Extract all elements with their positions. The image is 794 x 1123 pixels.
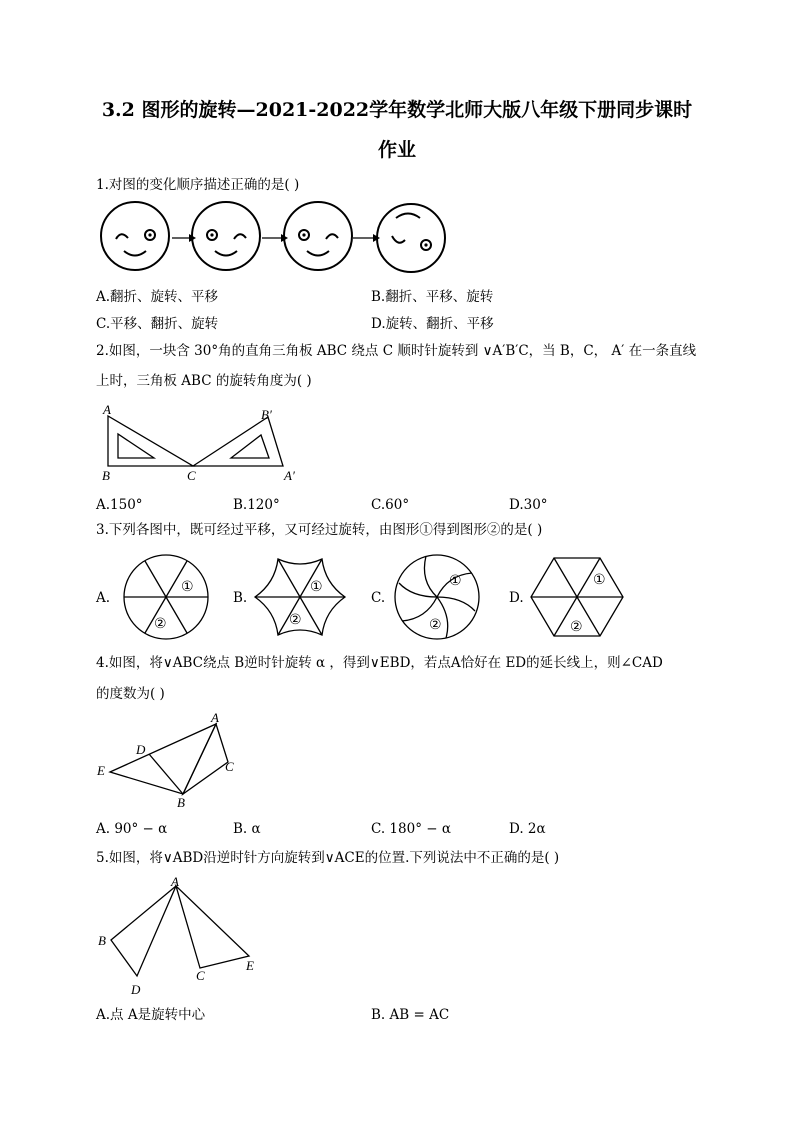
q5-option-b: B. AB = AC <box>371 1007 450 1023</box>
q3-option-b-figure <box>253 555 347 639</box>
q5-triangle-rotation-figure <box>96 874 266 998</box>
q1-option-b: B.翻折、平移、旋转 <box>371 289 494 305</box>
q2-label-a-prime: A′ <box>284 468 295 483</box>
q2-option-d: D.30° <box>509 497 548 513</box>
q3-option-d-figure <box>531 555 625 639</box>
q4-label-b: B <box>177 795 185 810</box>
question-5-stem: 5.如图，将∨ABD沿逆时针方向旋转到∨ACE的位置.下列说法中不正确的是( ) <box>96 850 560 866</box>
q2-label-c: C <box>187 468 196 483</box>
q2-option-a: A.150° <box>96 497 143 513</box>
q3-a-mark-2: ② <box>154 616 167 632</box>
q5-label-e: E <box>246 958 254 973</box>
q5-label-a: A <box>171 874 179 889</box>
q1-option-c: C.平移、翻折、旋转 <box>96 316 219 332</box>
q2-label-b: B <box>102 468 110 483</box>
question-4-stem-line1: 4.如图，将∨ABC绕点 B逆时针旋转 α ，得到∨EBD，若点A恰好在 ED的延长线上，则∠CAD <box>96 655 663 671</box>
q4-option-c: C. 180° − α <box>371 821 451 837</box>
q4-label-a: A <box>211 710 219 725</box>
q4-label-c: C <box>225 759 234 774</box>
q1-option-d: D.旋转、翻折、平移 <box>371 316 494 332</box>
q3-option-a-figure <box>121 555 211 639</box>
q3-c-mark-2: ② <box>429 617 442 633</box>
q4-label-d: D <box>136 742 146 757</box>
q5-label-c: C <box>196 968 205 983</box>
q5-label-b: B <box>98 933 106 948</box>
q3-b-mark-2: ② <box>289 612 302 628</box>
q4-label-e: E <box>97 763 105 778</box>
q4-triangle-rotation-figure <box>96 710 246 812</box>
q4-option-a: A. 90° − α <box>96 821 168 837</box>
q3-a-mark-1: ① <box>181 579 194 595</box>
page-title-line2: 作业 <box>377 139 416 161</box>
q5-option-a: A.点 A是旋转中心 <box>96 1007 206 1023</box>
q3-option-c-figure <box>392 555 482 639</box>
q5-label-d: D <box>131 982 141 997</box>
q3-option-a-letter: A. <box>96 590 111 606</box>
q3-option-c-letter: C. <box>371 590 386 606</box>
question-3-stem: 3.下列各图中，既可经过平移，又可经过旋转，由图形①得到图形②的是( ) <box>96 522 543 538</box>
q2-option-b: B.120° <box>233 497 280 513</box>
question-2-stem-line1: 2.如图，一块含 30°角的直角三角板 ABC 绕点 C 顺时针旋转到 ∨A′B′C，当 B，C， A′ 在一条直线 <box>96 343 697 359</box>
q4-option-d: D. 2α <box>509 821 546 837</box>
q3-option-d-letter: D. <box>509 590 524 606</box>
q1-face-sequence-figure <box>98 200 458 280</box>
q3-c-mark-1: ① <box>449 573 462 589</box>
q3-option-b-letter: B. <box>233 590 248 606</box>
q4-option-b: B. α <box>233 821 261 837</box>
q3-b-mark-1: ① <box>310 579 323 595</box>
question-1-stem: 1.对图的变化顺序描述正确的是( ) <box>96 177 300 193</box>
q2-triangle-rotation-figure <box>98 400 318 490</box>
q2-label-a: A <box>103 402 111 417</box>
page-title: 3.2 图形的旋转—2021-2022学年数学北师大版八年级下册同步课时 <box>101 99 693 121</box>
q1-option-a: A.翻折、旋转、平移 <box>96 289 219 305</box>
q2-label-b-prime: B′ <box>261 407 272 422</box>
q3-d-mark-2: ② <box>570 619 583 635</box>
q2-option-c: C.60° <box>371 497 410 513</box>
question-4-stem-line2: 的度数为( ) <box>96 686 165 702</box>
question-2-stem-line2: 上时，三角板 ABC 的旋转角度为( ) <box>96 373 312 389</box>
q3-d-mark-1: ① <box>593 572 606 588</box>
